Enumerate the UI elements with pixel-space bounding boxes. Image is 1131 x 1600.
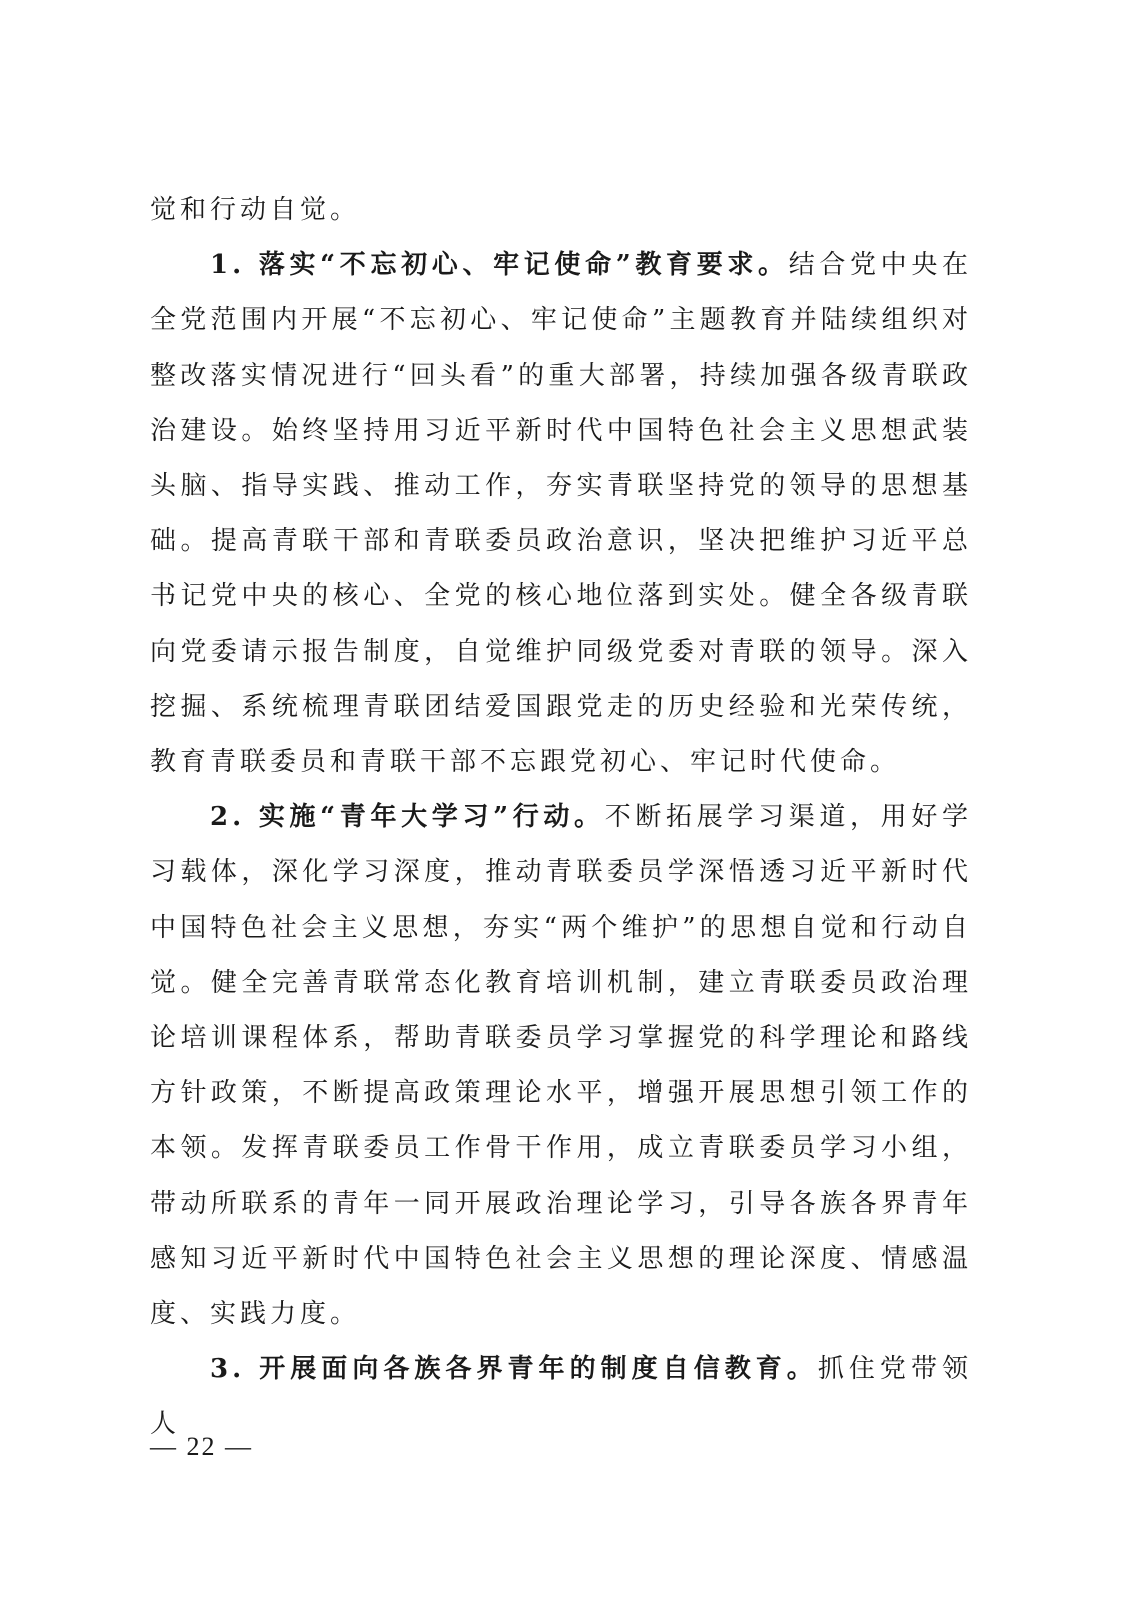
page-number: — 22 — (150, 1432, 253, 1461)
paragraph-text: 结合党中央在全党范围内开展“不忘初心、牢记使命”主题教育并陆续组织对整改落实情况进行“回头看”的重大部署，持续加强各级青联政治建设。始终坚持用习近平新时代中国特色社会主义思想武装头脑、指导实践、推动工作，夯实青联坚持党的领导的思想基础。提高青联干部和青联委员政治意识，坚决把维护习近平总书记党中央的核心、全党的核心地位落到实处。健全各级青联向党委请示报告制度，自觉维护同级党委对青联的领导。深入挖掘、系统梳理青联团结爱国跟党走的历史经验和光荣传统，教育青联委员和青联干部不忘跟党初心、牢记时代使命。 (150, 250, 972, 778)
paragraph-lead: 2. 实施“青年大学习”行动。 (210, 802, 605, 833)
paragraph-lead: 3. 开展面向各族各界青年的制度自信教育。 (210, 1354, 818, 1385)
paragraph-item-2 (150, 790, 972, 1342)
paragraph-text: 不断拓展学习渠道，用好学习载体，深化学习深度，推动青联委员学深悟透习近平新时代中国特色社会主义思想，夯实“两个维护”的思想自觉和行动自觉。健全完善青联常态化教育培训机制，建立青联委员政治理论培训课程体系，帮助青联委员学习掌握党的科学理论和路线方针政策，不断提高政策理论水平，增强开展思想引领工作的本领。发挥青联委员工作骨干作用，成立青联委员学习小组，带动所联系的青年一同开展政治理论学习，引导各族各界青年感知习近平新时代中国特色社会主义思想的理论深度、情感温度、实践力度。 (150, 802, 972, 1330)
paragraph-text: 觉和行动自觉。 (150, 195, 361, 225)
paragraph-item-3 (150, 1342, 972, 1452)
document-body (150, 183, 972, 1453)
paragraph-continuation (150, 183, 972, 238)
paragraph-item-1 (150, 238, 972, 790)
paragraph-text: 抓住党带领人 (150, 1354, 972, 1440)
paragraph-lead: 1. 落实“不忘初心、牢记使命”教育要求。 (210, 250, 789, 281)
